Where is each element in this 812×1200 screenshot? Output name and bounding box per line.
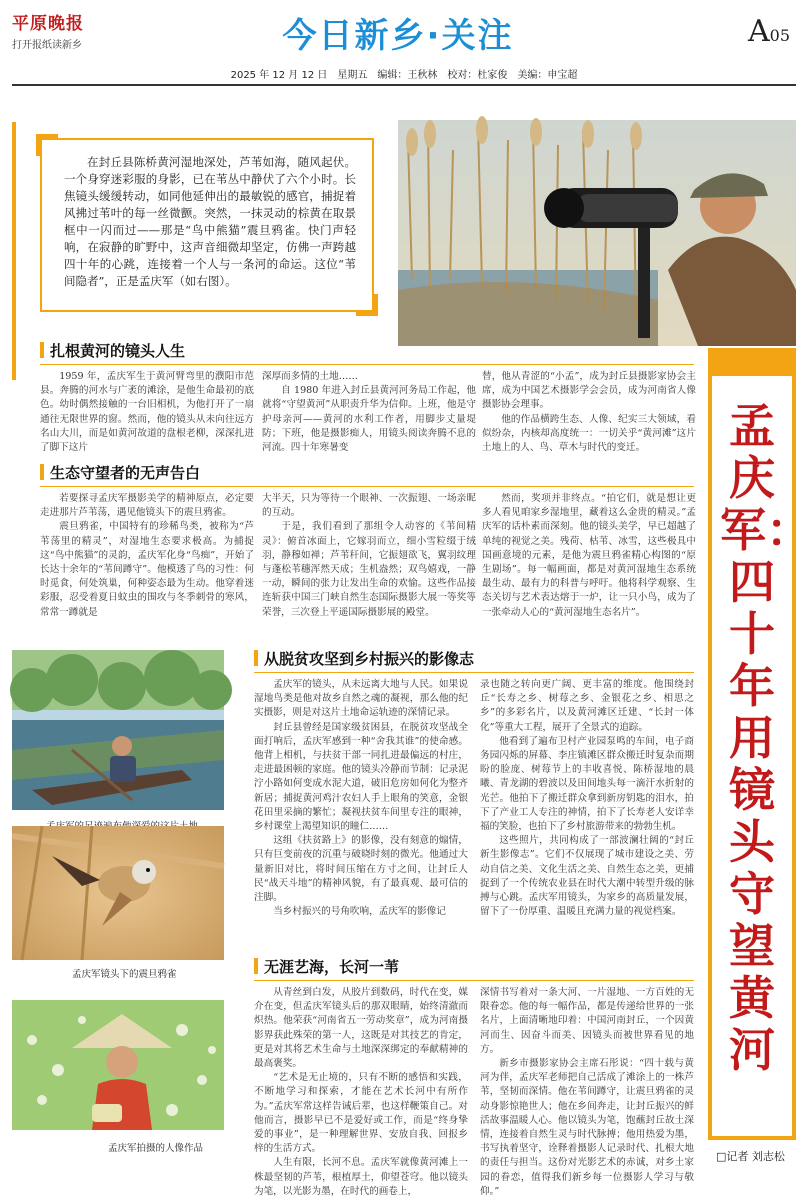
paragraph: 人生有限，长河不息。孟庆军就像黄河滩上一株最坚韧的芦苇，根植厚土，仰望苍穹。他以镜头为笔，以光影为墨，在时代的画卷上， bbox=[254, 1157, 468, 1197]
section-heading-4: 无涯艺海，长河一苇 bbox=[254, 956, 399, 977]
paragraph: 1959 年，孟庆军生于黄河臂弯里的濮阳市范县。奔腾的河水与广袤的滩涂，是他生命最初的底色。幼时偶然接触的一台旧相机，为他打开了一扇通往无限世界的窗。然而，他的镜头从未向往远方名山大川，而是如黄河故道的盘根老柳，深深扎进了脚下这片 bbox=[40, 371, 254, 454]
accent-bar-right bbox=[708, 348, 796, 376]
paragraph: 封丘县曾经是国家级贫困县，在脱贫攻坚战全面打响后，孟庆军感到一种“舍我其谁”的使命感。他背上相机，与扶贫干部一同扎进最偏远的村庄，走进最困顿的家庭。他的镜头冷静而节制：记录泥泞小路如何变成水泥大道，破旧危房如何化为整齐新居；捕捉黄河鸡汁农妇人手上眼角的笑意，金银花田里采摘的繁忙；凝视扶贫车间里专注的眼神，乡村课堂上渴望知识的瞳仁…… bbox=[254, 721, 468, 833]
section-1-column-1 bbox=[40, 370, 254, 454]
paragraph: 当乡村振兴的号角吹响，孟庆军的影像记 bbox=[273, 906, 446, 918]
photo-bird bbox=[12, 826, 224, 960]
caption-portrait: 孟庆军拍摄的人像作品 bbox=[108, 1143, 204, 1154]
paragraph: 替，他从青涩的“小孟”，成为封丘县摄影家协会主席，成为中国艺术摄影学会会员，成为河南省人像摄影协会理事。 bbox=[482, 371, 696, 411]
section-heading-2: 生态守望者的无声告白 bbox=[40, 462, 200, 483]
paragraph: 他看到了遍布卫村产业园泵鸣的车间，电子商务园闪烁的屏幕、李庄镇滩区群众搬迁时复杂而期盼的脸庞、树莓节上的丰收喜悦、陈桥湿地的晨曦、青龙湖的碧波以及田间地头每一滴汗水折射的光芒。他拍下了搬迁群众拿到新房钥匙的泪水，拍下了产业工人专注的神情，拍下了长寿老人安详幸福的笑脸，也拍下了乡村旅游带来的勃勃生机。 bbox=[480, 735, 694, 833]
hero-photo-photographer bbox=[398, 120, 796, 346]
paragraph: 这组《扶贫路上》的影像，没有刻意的煽情，只有巨变前夜的沉重与破晓时刻的微光。他通过大量新旧对比，将时间压缩在方寸之间，让封丘人民“战天斗地”的精神风貌，有了最真观、最可信的注脚。 bbox=[254, 835, 468, 904]
section-4-column-1 bbox=[254, 986, 468, 1197]
paragraph: 这些照片，共同构成了一部波澜壮阔的“封丘新生影像志”。它们不仅展现了城市建设之美、劳动自信之美、文化生活之美、自然生态之美，更捕捉到了一个传统农业县在时代大潮中转型升级的脉搏与心跳。孟庆军用镜头，为家乡的高质量发展，留下了一份厚重、温暖且充满力量的视觉档案。 bbox=[480, 835, 694, 918]
paragraph: 震旦鸦雀，中国特有的珍稀鸟类，被称为“芦苇荡里的精灵”，对湿地生态要求极高。为捕捉这“鸟中熊猫”的灵韵，孟庆军化身“鸟痴”，开始了长达十余年的“苇间蹲守”。他模透了鸟的习性：何时觅食，何处筑巢，何种姿态最为生动。他穿着迷彩服，忍受着夏日蚊虫的围攻与冬季刺骨的寒风，常常一蹲就是 bbox=[40, 521, 254, 618]
section-2-column-2 bbox=[262, 492, 476, 636]
section-2-column-3 bbox=[482, 492, 696, 636]
section-rule-3 bbox=[254, 672, 694, 673]
accent-bar-left bbox=[12, 122, 16, 380]
paragraph: 若要探寻孟庆军摄影美学的精神原点，必定要走进那片芦苇荡，遇见他镜头下的震旦鸦雀。 bbox=[40, 493, 254, 519]
section-1-column-2 bbox=[262, 370, 476, 454]
section-2-column-1 bbox=[40, 492, 254, 636]
paragraph: 录也随之转向更广阔、更丰富的维度。他围绕封丘“长寿之乡、树莓之乡、金银花之乡、相思之乡”的多彩名片，以及黄河滩区迁建、“长封一体化”等重大工程，展开了全景式的追踪。 bbox=[480, 679, 694, 733]
intro-text: 在封丘县陈桥黄河湿地深处，芦苇如海，随风起伏。一个身穿迷彩服的身影，已在苇丛中静伏了六个小时。长焦镜头缓缓转动，如同他延伸出的最敏锐的感官，捕捉着风拂过苇叶的每一丝微颤。突然，一抹灵动的棕黄在取景框中一闪而过——那是“鸟中熊猫”震旦鸦雀。快门声轻响，在寂静的旷野中，这声音细微却坚定，仿佛一声跨越四十年的心跳，连接着一个人与一条河的命运。这位“苇间隐者”，正是孟庆军（如右图）。 bbox=[64, 155, 356, 288]
photo-boat bbox=[12, 650, 224, 810]
paragraph: 深情书写着对一条大河、一片湿地、一方百姓的无限眷恋。他的每一幅作品，都是传递给世界的一张名片，上面清晰地印着：中国河南封丘，一个因黄河而生、因奋斗而美、因镜头而被世界看见的地方。 bbox=[480, 987, 694, 1055]
paragraph: 深厚而多情的土地…… bbox=[262, 371, 358, 382]
headline: 孟庆军：四十年用镜头守望黄河 bbox=[720, 399, 812, 1077]
photo-portrait bbox=[12, 1000, 224, 1130]
section-4-column-2 bbox=[480, 986, 694, 1197]
section-heading-3: 从脱贫攻坚到乡村振兴的影像志 bbox=[254, 648, 474, 669]
newspaper-logo bbox=[12, 14, 94, 54]
paragraph: 大半天，只为等待一个眼神、一次振翅、一场亲昵的互动。 bbox=[262, 493, 476, 519]
paragraph: 新乡市摄影家协会主席石彤说：“四十载与黄河为伴，孟庆军老师把自己活成了滩涂上的一株芦苇，坚韧而深情。他在苇间蹲守，让震旦鸦雀的灵动身影惊艳世人；他在乡间奔走，让封丘振兴的鲜活故事温暖人心。他以镜头为笔，饱蘸封丘故土深情，连接着自然生灵与时代脉搏；他用热爱为墨，书写执着坚守，诠释着摄影人记录时代、扎根大地的责任与担当。这份对光影艺术的赤诚，对乡土家园的眷恋，值得我们新乡每一位摄影人学习与敬仰。” bbox=[480, 1058, 694, 1197]
paragraph: 于是，我们看到了那组令人动容的《苇间精灵》：俯首冰面上，它嫁羽而立，细小雪粒缀于绒羽，静穆如禅；芦苇秆间，它振翅欲飞，翼羽纹理与蓬松苇穗浑然天成；生机盎然；双鸟嬉戏，一静一动，瞬间的张力让发出生命的欢愉。这些作品接连斩获中国三门峡自然生态国际摄影大展一等奖等荣誉，三次登上平遥国际摄影展的殿堂。 bbox=[262, 521, 476, 618]
section-1-column-3 bbox=[482, 370, 696, 454]
dateline: 2025 年 12 月 12 日 星期五 编辑：王秋林 校对：杜家俊 美编：申宝超 bbox=[230, 70, 578, 81]
logo-text: 平原晚报 bbox=[12, 14, 84, 34]
paragraph: 孟庆军的镜头，从未远离大地与人民。如果说湿地鸟类是他对故乡自然之魂的凝视，那么他的纪实摄影，则是对这片土地命运轨迹的深情记录。 bbox=[254, 679, 468, 719]
section-heading-1: 扎根黄河的镜头人生 bbox=[40, 340, 185, 361]
section-rule-1 bbox=[40, 364, 694, 365]
top-rule bbox=[12, 84, 796, 86]
reporter-byline: □记者 刘志松 bbox=[716, 1150, 785, 1163]
section-3-column-1 bbox=[254, 678, 468, 944]
section-rule-4 bbox=[254, 980, 694, 981]
masthead bbox=[0, 0, 808, 88]
page-number: A05 bbox=[747, 14, 790, 49]
section-3-column-2 bbox=[480, 678, 694, 944]
logo-subtitle: 打开报纸读新乡 bbox=[12, 40, 82, 51]
page-title: 今日新乡·关注 bbox=[282, 16, 514, 56]
paragraph: 然而，奖项并非终点。“拍它们，就是想让更多人看见咱家乡湿地里，藏着这么金贵的精灵。”孟庆军的话朴素而深刻。他的镜头美学，早已超越了单纯的视觉之美。残荷、枯苇、冰雪，这些极具中国画意境的元素，是他为震旦鸦雀精心构图的“原生剧场”。每一幅画面，都是对黄河湿地生态系统最生动、最有力的科普与呼吁。他将科学观察、生态关切与艺术表达熔于一炉，让一只小鸟，成为了一张牵动人心的“黄河湿地生态名片”。 bbox=[482, 493, 696, 618]
paragraph: 他的作品横跨生态、人像、纪实三大领域，看似纷杂，内核却高度统一：一切关乎“黄河滩”这片土地上的人、鸟、草木与时代的变迁。 bbox=[482, 413, 696, 454]
paragraph: 自 1980 年进入封丘县黄河河务局工作起，他就将“守望黄河”从职责升华为信仰。上班，他是守护母亲河——黄河的水利工作者，用脚步丈量堤防；下班，他是摄影痴人，用镜头阅读奔腾不息的河流。四十年寒暑变 bbox=[262, 385, 476, 454]
caption-bird: 孟庆军镜头下的震旦鸦雀 bbox=[72, 969, 177, 980]
intro-box bbox=[40, 138, 374, 312]
section-rule-2 bbox=[40, 486, 694, 487]
paragraph: “艺术是无止境的，只有不断的感悟和实践，不断地学习和探索，才能在艺术长河中有所作为。”孟庆军常这样告诫后辈，也这样鞭策自己。对他而言，摄影早已不是爱好或工作，而是“终身挚爱的事业”，是一种理解世界、安放自我、回报乡梓的生活方式。 bbox=[254, 1072, 468, 1155]
paragraph: 从青丝到白发，从胶片到数码，时代在变，媒介在变，但孟庆军镜头后的那双眼睛，始终清澈而炽热。他荣获“河南省五一劳动奖章”，成为河南摄影界获此殊荣的第一人，这既是对其技艺的肯定，更是对其将艺术生命与土地深深绑定的奉献精神的最高褒奖。 bbox=[254, 987, 468, 1070]
